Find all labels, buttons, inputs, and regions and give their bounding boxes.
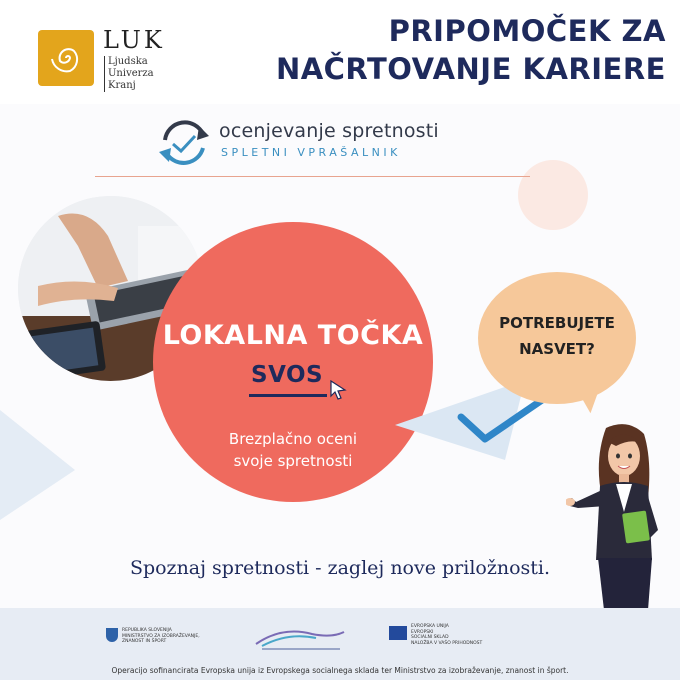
logo-subtitle-line: Univerza [108,68,154,79]
logo-subtitle [104,56,154,92]
promo-title: LOKALNA TOČKA [162,320,424,351]
eu-logo-line: SOCIALNI SKLAD [411,635,449,640]
logo-name: LUK [103,26,165,54]
ministry-logo-line: ZNANOST IN ŠPORT [122,639,167,644]
assessment-title: ocenjevanje spretnosti [219,120,439,142]
logo-subtitle-line: Kranj [108,80,136,91]
footer [0,608,680,680]
page-title-line: NAČRTOVANJE KARIERE [275,52,666,86]
svos-promo-circle [153,222,433,502]
promo-text-line: Brezplačno oceni [228,430,358,448]
speech-bubble-line: NASVET? [519,340,595,358]
decorative-circle [518,160,588,230]
cursor-icon [329,380,347,400]
logo-subtitle-line: Ljudska [108,56,148,67]
page-title [276,12,666,88]
eu-logo-line: NALOŽBA V VAŠO PRIHODNOST [411,640,483,646]
luk-logo-icon [38,30,94,86]
refresh-check-icon [155,118,213,168]
header [0,0,680,104]
divider [95,176,530,177]
career-centre-logo-icon [252,624,348,654]
ministry-logo-line: MINISTRSTVO ZA IZOBRAŽEVANJE, [122,633,200,639]
ministry-logo-line: REPUBLIKA SLOVENIJA [122,628,172,633]
svos-brand: SVOS [251,362,324,388]
eu-flag-icon [389,626,407,640]
promo-text-line: svoje spretnosti [233,452,353,470]
svos-underline [249,394,327,397]
eu-social-fund-logo [389,624,483,654]
funding-note: Operacijo sofinancirata Evropska unija iz Evropskega socialnega sklada ter Ministrstvo za izobraževanje, znanost in šport. [111,666,569,675]
speech-bubble-text [478,310,636,362]
speech-bubble [478,272,636,404]
spiral-icon [48,40,84,76]
tagline: Spoznaj spretnosti - zaglej nove priložnosti. [129,557,551,579]
speech-bubble-line: POTREBUJETE [499,314,615,332]
ministry-logo [106,628,206,656]
slovenia-coat-of-arms-icon [106,628,118,642]
eu-logo-line: EVROPSKI [411,629,434,635]
page-title-line: PRIPOMOČEK ZA [388,14,666,48]
assessment-subtitle: SPLETNI VPRAŠALNIK [221,146,401,159]
decorative-triangle [0,410,80,530]
eu-logo-line: EVROPSKA UNIJA [411,624,449,629]
assessment-logo [155,118,455,168]
